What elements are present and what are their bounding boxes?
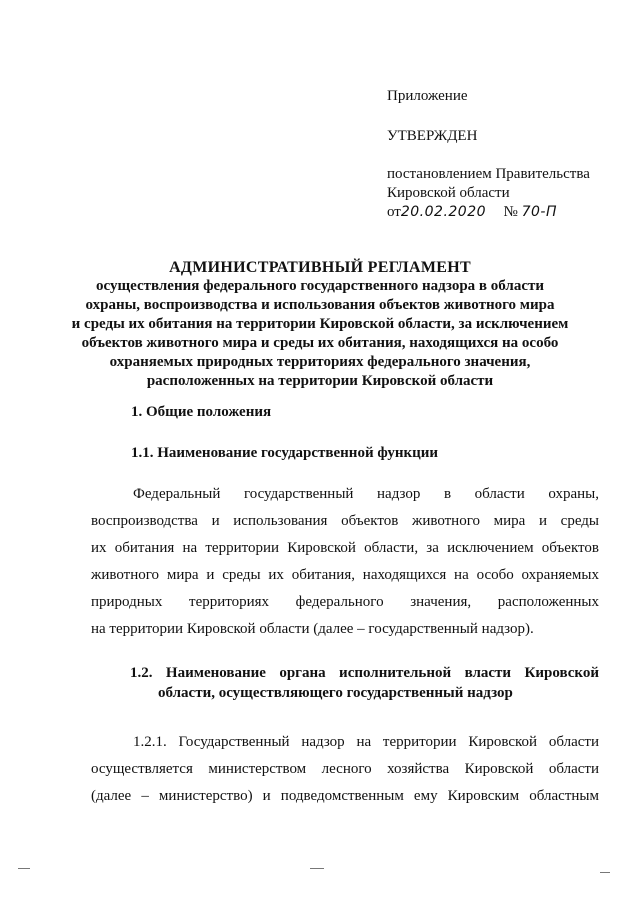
subsection-heading: 1.1. Наименование государственной функции bbox=[131, 445, 439, 461]
title-line: объектов животного мира и среды их обитания, находящихся на особо bbox=[81, 335, 559, 351]
paragraph-line: животного мира и среды их обитания, находящихся на особо охраняемых bbox=[91, 567, 599, 583]
title-line: и среды их обитания на территории Кировской области, за исключением bbox=[71, 316, 569, 332]
document-title bbox=[60, 258, 580, 391]
approved-label: УТВЕРЖДЕН bbox=[387, 128, 478, 144]
resolution-line-2: Кировской области bbox=[387, 185, 510, 201]
paragraph-line: Федеральный государственный надзор в области охраны, bbox=[133, 486, 599, 502]
subsection-heading-line: области, осуществляющего государственный надзор bbox=[158, 685, 513, 701]
scan-speck bbox=[18, 868, 30, 869]
handwritten-number: 70-П bbox=[521, 204, 557, 220]
subsection-heading-line: 1.2. Наименование органа исполнительной власти Кировской bbox=[130, 665, 599, 681]
paragraph-line: природных территориях федерального значения, расположенных bbox=[91, 594, 599, 610]
title-line: осуществления федерального государственного надзора в области bbox=[95, 278, 544, 294]
paragraph-line: воспроизводства и использования объектов животного мира и среды bbox=[91, 513, 599, 529]
title-line: охраняемых природных территориях федерального значения, bbox=[109, 354, 531, 370]
resolution-line-1: постановлением Правительства bbox=[387, 166, 590, 182]
paragraph-line: осуществляется министерством лесного хозяйства Кировской области bbox=[91, 761, 599, 777]
scan-speck bbox=[310, 868, 324, 869]
handwritten-date: 20.02.2020 bbox=[400, 204, 487, 220]
appendix-label: Приложение bbox=[387, 88, 468, 104]
paragraph-1-2-1 bbox=[91, 729, 599, 810]
title-main: АДМИНИСТРАТИВНЫЙ РЕГЛАМЕНТ bbox=[169, 259, 471, 276]
section-heading: 1. Общие положения bbox=[131, 404, 272, 420]
resolution-date-number bbox=[387, 202, 557, 222]
paragraph-line: 1.2.1. Государственный надзор на территории Кировской области bbox=[133, 734, 599, 750]
subsection-heading bbox=[130, 663, 599, 703]
paragraph-line: (далее – министерство) и подведомственным ему Кировским областным bbox=[91, 788, 599, 804]
scan-speck bbox=[600, 872, 610, 873]
paragraph-line: их обитания на территории Кировской области, за исключением объектов bbox=[91, 540, 599, 556]
paragraph-1-1 bbox=[91, 481, 599, 643]
from-prefix: от bbox=[387, 204, 401, 220]
title-line: охраны, воспроизводства и использования объектов животного мира bbox=[85, 297, 555, 313]
number-prefix: № bbox=[503, 204, 518, 220]
title-line: расположенных на территории Кировской области bbox=[146, 373, 494, 389]
paragraph-line: на территории Кировской области (далее – государственный надзор). bbox=[91, 621, 534, 637]
